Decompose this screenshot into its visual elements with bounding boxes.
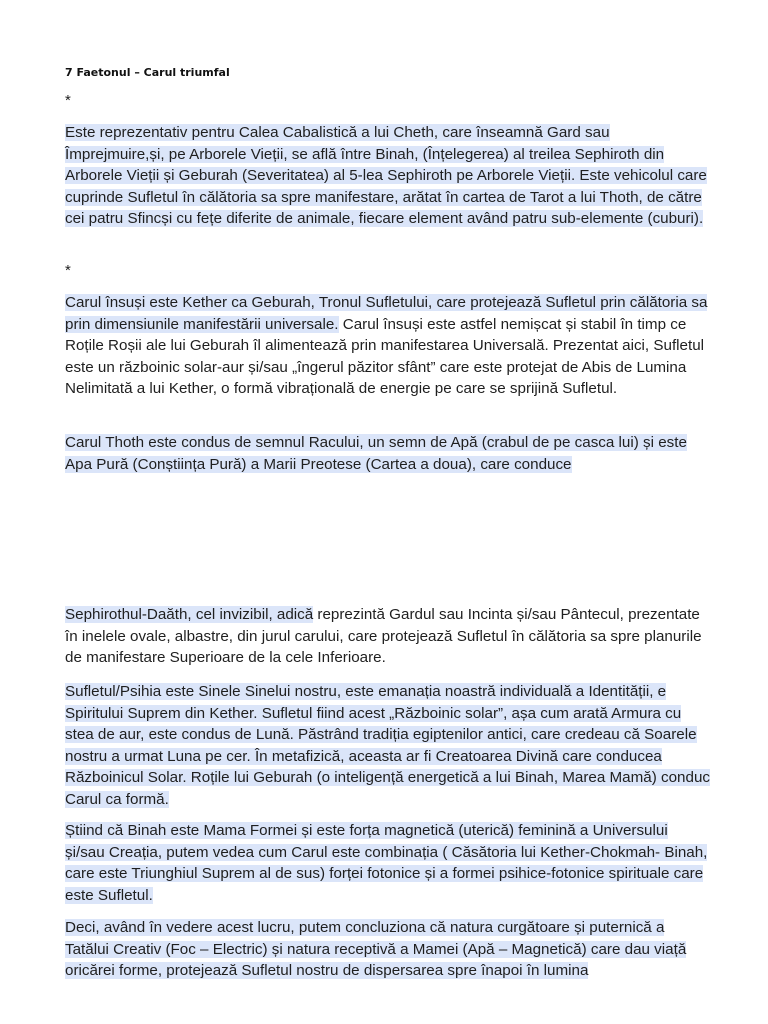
paragraph-4 <box>65 604 711 669</box>
separator-star: * <box>65 92 71 109</box>
highlighted-text: Este reprezentativ pentru Calea Cabalistică a lui Cheth, care înseamnă Gard sau Împrejmuire,și, pe Arborele Vieții, se află între Binah, (Înțelegerea) al treilea Sephiroth din Arborele Vieții și Geburah (Severitatea) al 5-lea Sephiroth pe Arborele Vieții. Este vehicolul care cuprinde Sufletul în călătoria sa spre manifestare, arătat în cartea de Tarot a lui Thoth, de către cei patru Sfincși cu fețe diferite de animale, fiecare element având patru sub-elemente (cuburi). <box>65 124 707 228</box>
paragraph-1 <box>65 122 711 230</box>
document-title: 7 Faetonul – Carul triumfal <box>65 66 230 79</box>
separator-star: * <box>65 262 71 279</box>
highlighted-text: Sephirothul-Daăth, cel invizibil, adică <box>65 606 314 623</box>
paragraph-2 <box>65 292 711 400</box>
highlighted-text: Deci, având în vedere acest lucru, putem concluziona că natura curgătoare și puternică a Tatălui Creativ (Foc – Electric) și natura receptivă a Mamei (Apă – Magnetică) care dau viață oricărei forme, protejează Sufletul nostru de dispersarea spre înapoi în lumina <box>65 919 687 980</box>
paragraph-6 <box>65 820 711 906</box>
paragraph-3 <box>65 432 711 475</box>
paragraph-7 <box>65 917 711 982</box>
plain-text: Carul însuși este astfel nemișcat și stabil în timp ce Roțile Roșii ale lui Geburah îl alimentează prin manifestarea Universală. Prezentat aici, Sufletul este un războinic solar-aur și/sau „îngerul păzitor sfânt” care este protejat de Abis de Lumina Nelimitată a lui Kether, o formă vibrațională de energie pe care se sprijină Sufletul. <box>65 315 705 398</box>
highlighted-text: Carul însuși este Kether ca Geburah, Tronul Sufletului, care protejează Sufletul prin călătoria sa prin dimensiunile manifestării universale. <box>65 294 708 333</box>
paragraph-5 <box>65 681 711 811</box>
plain-text: reprezintă Gardul sau Incinta și/sau Pântecul, prezentate în inelele ovale, albastre, din jurul carului, care protejează Sufletul în călătoria sa spre planurile de manifestare Superioare de la cele Inferioare. <box>65 606 702 667</box>
highlighted-text: Sufletul/Psihia este Sinele Sinelui nostru, este emanația noastră individuală a Identității, e Spiritului Suprem din Kether. Sufletul fiind acest „Războinic solar”, așa cum arată Armura cu stea de aur, este condus de Lună. Păstrând tradiția egiptenilor antici, care credeau că Soarele nostru a urmat Luna pe cer. În metafizică, aceasta ar fi Creatoarea Divină care conducea Războinicul Solar. Roțile lui Geburah (o inteligență energetică a lui Binah, Marea Mamă) conduc Carul ca formă. <box>65 683 710 808</box>
highlighted-text: Știind că Binah este Mama Formei și este forța magnetică (uterică) feminină a Universului și/sau Creația, putem vedea cum Carul este combinația ( Căsătoria lui Kether-Chokmah- Binah, care este Triunghiul Suprem al de sus) forței fotonice și a formei psihice-fotonice spirituale care este Sufletul. <box>65 822 708 904</box>
highlighted-text: Carul Thoth este condus de semnul Racului, un semn de Apă (crabul de pe casca lui) și este Apa Pură (Conștiința Pură) a Marii Preotese (Cartea a doua), care conduce <box>65 434 687 473</box>
